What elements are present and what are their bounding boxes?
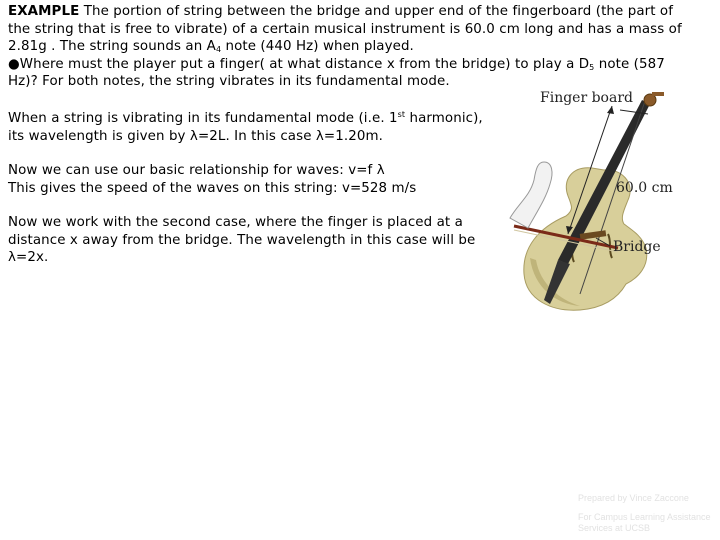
wavelength-line-2: its wavelength is given by λ=2L. In this case λ=1.20m. [8, 128, 383, 144]
example-label: EXAMPLE [8, 4, 80, 19]
cello-figure [500, 88, 715, 318]
tuning-peg [652, 92, 664, 96]
problem-text-1: The portion of string between the bridge and upper end of the fingerboard (the part of [83, 4, 674, 19]
second-case-paragraph [8, 214, 498, 267]
speed-paragraph [8, 162, 508, 197]
label-string-length: 60.0 cm [616, 180, 673, 196]
problem-line-5: Hz)? For both notes, the string vibrates in its fundamental mode. [8, 74, 450, 90]
problem-line-1 [8, 3, 713, 21]
problem-line-4 [8, 56, 713, 74]
label-bridge: Bridge [613, 239, 661, 255]
problem-text-4a: ●Where must the player put a finger( at what distance x from the bridge) to play a D [8, 56, 590, 72]
problem-text-4b: note (587 [594, 56, 665, 72]
problem-text-3a: 2.81g . The string sounds an A [8, 39, 216, 55]
wavelength-text-1a: When a string is vibrating in its fundamental mode (i.e. 1 [8, 111, 398, 126]
credit-organization: For Campus Learning Assistance Services at UCSB [578, 512, 711, 533]
credit-author: Prepared by Vince Zaccone [578, 493, 689, 503]
problem-text-3b: note (440 Hz) when played. [221, 39, 414, 55]
speed-line-1: Now we can use our basic relationship for waves: v=f λ [8, 163, 385, 178]
note-subscript-a: 4 [215, 45, 222, 55]
slide-credits [578, 493, 718, 534]
label-fingerboard: Finger board [540, 90, 633, 106]
wavelength-line-1 [8, 110, 508, 128]
second-case-line-3: λ=2x. [8, 250, 49, 266]
wavelength-paragraph [8, 110, 508, 145]
problem-line-3 [8, 38, 713, 56]
player-hand [510, 162, 552, 228]
ordinal-superscript: st [397, 110, 406, 119]
wavelength-text-1b: harmonic), [405, 111, 483, 126]
problem-line-2: the string that is free to vibrate) of a certain musical instrument is 60.0 cm long and has a mass of [8, 21, 682, 37]
speed-line-2: This gives the speed of the waves on this string: v=528 m/s [8, 180, 417, 196]
cello-illustration [500, 88, 715, 318]
second-case-line-2: distance x away from the bridge. The wavelength in this case will be [8, 232, 476, 248]
second-case-line-1: Now we work with the second case, where the finger is placed at a [8, 215, 463, 230]
note-subscript-d: 5 [589, 62, 595, 72]
problem-statement [8, 3, 713, 91]
